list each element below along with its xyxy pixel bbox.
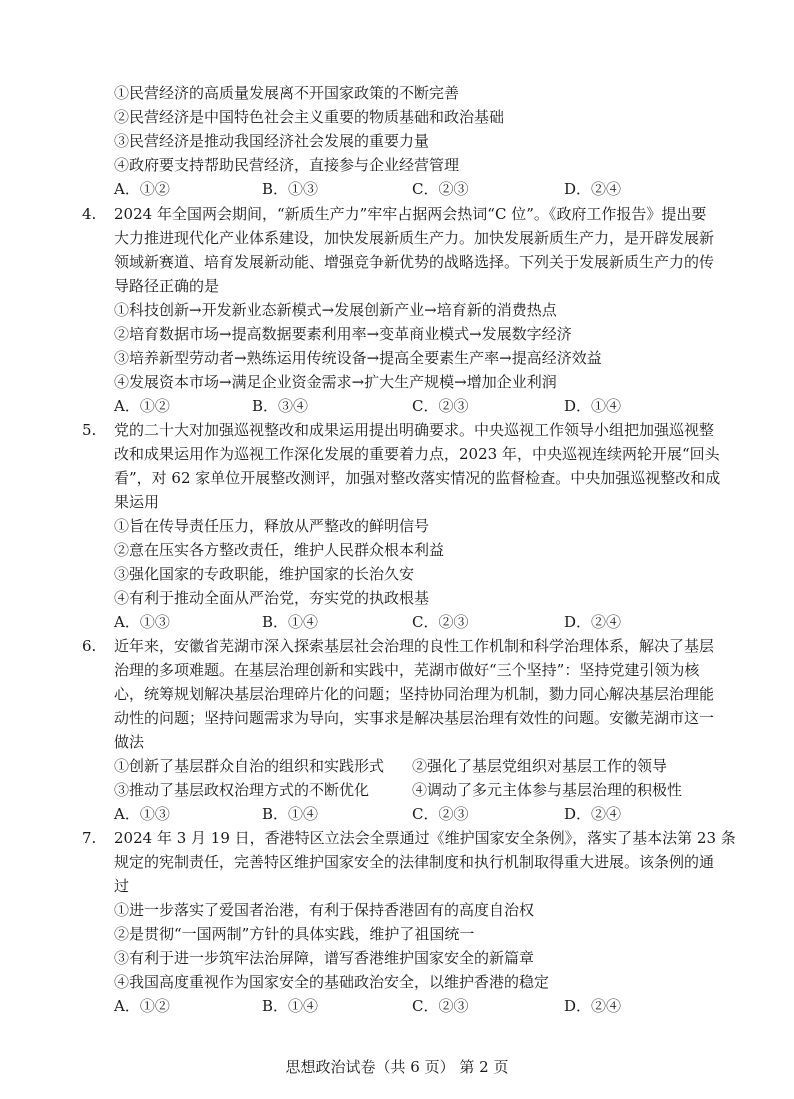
q5-stem-line: 看”，对 62 家单位开展整改测评，加强对整改落实情况的监督检查。中央加强巡视整改和成 [114,469,721,487]
q6-statement: ①创新了基层群众自治的组织和实践形式 [114,757,385,775]
q3-option-d: D．②④ [564,180,622,198]
q4-number: 4. [82,205,97,223]
q5-statement: ①旨在传导责任压力，释放从严整改的鲜明信号 [114,517,430,535]
q7-option-b: B．①④ [262,997,319,1015]
q6-option-b: B．①④ [262,805,319,823]
q7-statement: ③有利于进一步筑牢法治屏障，谱写香港维护国家安全的新篇章 [114,949,535,967]
q4-statement: ①科技创新→开发新业态新模式→发展创新产业→培育新的消费热点 [114,301,557,319]
q4-stem-line: 大力推进现代化产业体系建设，加快发展新质生产力。加快发展新质生产力，是开辟发展新 [114,229,715,247]
q7-statement: ②是贯彻“一国两制”方针的具体实践，维护了祖国统一 [114,925,475,943]
q3-statement: ①民营经济的高质量发展离不开国家政策的不断完善 [114,84,460,102]
q7-stem-line: 2024 年 3 月 19 日，香港特区立法会全票通过《维护国家安全条例》，落实了基本法第 23 条 [114,829,736,847]
q5-option-c: C．②③ [412,613,469,631]
q6-statement: ③推动了基层政权治理方式的不断优化 [114,781,370,799]
q6-stem-line: 动性的问题；坚持问题需求为导向，实事求是解决基层治理有效性的问题。安徽芜湖市这一 [114,709,715,727]
q6-stem-line: 治理的多项难题。在基层治理创新和实践中，芜湖市做好“三个坚持”：坚持党建引领为核 [114,661,700,679]
q4-option-b: B．③④ [252,397,309,415]
q3-statement: ④政府要支持帮助民营经济，直接参与企业经营管理 [114,156,460,174]
q7-stem-line: 过 [114,877,130,895]
q7-number: 7. [82,829,97,847]
q7-stem-line: 规定的宪制责任，完善特区维护国家安全的法律制度和执行机制取得重大进展。该条例的通 [114,853,715,871]
q5-statement: ④有利于推动全面从严治党，夯实党的执政根基 [114,589,430,607]
q4-stem-line: 导路径正确的是 [114,277,220,295]
q5-stem-line: 党的二十大对加强巡视整改和成果运用提出明确要求。中央巡视工作领导小组把加强巡视整 [114,421,715,439]
q5-stem-line: 改和成果运用作为巡视工作深化发展的重要着力点，2023 年，中央巡视连续两轮开展“回头 [114,445,720,463]
q6-option-a: A．①③ [114,805,170,823]
q5-option-b: B．①④ [262,613,319,631]
q3-statement: ②民营经济是中国特色社会主义重要的物质基础和政治基础 [114,108,505,126]
q6-option-c: C．②③ [412,805,469,823]
q7-option-d: D．②④ [564,997,622,1015]
q5-option-d: D．②④ [564,613,622,631]
q7-option-c: C．②③ [412,997,469,1015]
q5-option-a: A．①③ [114,613,170,631]
q6-statement: ②强化了基层党组织对基层工作的领导 [412,757,668,775]
q6-stem-line: 近年来，安徽省芜湖市深入探索基层社会治理的良性工作机制和科学治理体系，解决了基层 [114,637,715,655]
q5-number: 5. [82,421,97,439]
q4-option-c: C．②③ [412,397,469,415]
q4-statement: ②培育数据市场→提高数据要素利用率→变革商业模式→发展数字经济 [114,325,572,343]
page-footer: 思想政治试卷（共 6 页） 第 2 页 [285,1058,509,1076]
q5-statement: ③强化国家的专政职能，维护国家的长治久安 [114,565,415,583]
q4-option-d: D．①④ [564,397,622,415]
q3-statement: ③民营经济是推动我国经济社会发展的重要力量 [114,132,430,150]
q6-option-d: D．②④ [564,805,622,823]
q4-stem-line: 领域新赛道、培育发展新动能、增强竞争新优势的战略选择。下列关于发展新质生产力的传 [114,253,715,271]
q3-option-a: A．①② [114,180,170,198]
q6-stem-line: 做法 [114,733,145,751]
q3-option-c: C．②③ [412,180,469,198]
q6-statement: ④调动了多元主体参与基层治理的积极性 [412,781,683,799]
q5-stem-line: 果运用 [114,493,160,511]
q4-option-a: A．①② [114,397,170,415]
q4-statement: ③培养新型劳动者→熟练运用传统设备→提高全要素生产率→提高经济效益 [114,349,602,367]
q3-option-b: B．①③ [262,180,319,198]
q5-statement: ②意在压实各方整改责任，维护人民群众根本利益 [114,541,445,559]
q4-statement: ④发展资本市场→满足企业资金需求→扩大生产规模→增加企业利润 [114,373,557,391]
q4-stem-line: 2024 年全国两会期间，“新质生产力”牢牢占据两会热词“C 位”。《政府工作报告》提出要 [114,205,707,223]
q7-statement: ④我国高度重视作为国家安全的基础政治安全，以维护香港的稳定 [114,973,550,991]
q7-option-a: A．①② [114,997,170,1015]
q6-number: 6. [82,637,97,655]
q7-statement: ①进一步落实了爱国者治港，有利于保持香港固有的高度自治权 [114,901,535,919]
q6-stem-line: 心，统筹规划解决基层治理碎片化的问题；坚持协同治理为机制，勠力同心解决基层治理能 [114,685,715,703]
